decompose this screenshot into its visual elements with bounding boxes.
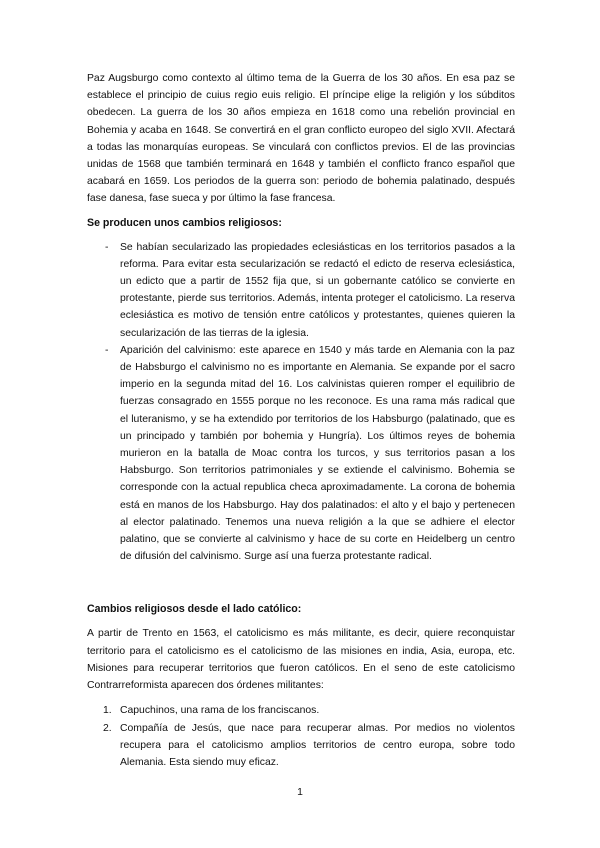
document-body: [87, 70, 515, 771]
section-heading-religious-changes: Se producen unos cambios religiosos:: [87, 216, 282, 229]
list-item: [87, 342, 515, 566]
list-item: [87, 239, 515, 342]
page-number: 1: [297, 787, 303, 798]
militant-orders-list: [87, 702, 515, 771]
list-number: 2.: [103, 722, 112, 734]
list-number: 1.: [103, 705, 112, 717]
dash-bullet: -: [105, 241, 109, 253]
intro-paragraph: Paz Augsburgo como contexto al último tema de la Guerra de los 30 años. En esa paz se establece el principio de cuius regio euis religio. El príncipe elige la religión y los súbditos obedecen. La guerra de los 30 años empieza en 1618 como una rebelión provincial en Bohemia y acaba en 1648. Se convertirá en el gran conflicto europeo del siglo XVII. Afectará a todas las monarquías europeas. Se vinculará con conflictos previos. El de las provincias unidas de 1568 que también terminará en 1648 y también el conflicto franco español que acabará en 1659. Los periodos de la guerra son: periodo de bohemia palatinado, después fase danesa, fase sueca y por último la fase francesa.: [87, 73, 515, 205]
section-heading-catholic-side: Cambios religiosos desde el lado católico:: [87, 603, 302, 616]
religious-changes-list: [87, 239, 515, 566]
list-item-text: Capuchinos, una rama de los franciscanos.: [120, 705, 320, 717]
list-item-text: Se habían secularizado las propiedades eclesiásticas en los territorios pasados a la reforma. Para evitar esta secularización se redactó el edicto de reserva eclesiástica, un edicto que a partir de 1552 fija que, si un gobernante católico se convierte en protestante, pierde sus territorios. Además, intenta proteger el catolicismo. La reserva eclesiástica es motivo de tensión entre católicos y protestantes, quienes quieren la secularización de las tierras de la iglesia.: [120, 241, 515, 339]
list-item: [87, 702, 515, 719]
list-item-text: Aparición del calvinismo: este aparece en 1540 y más tarde en Alemania con la paz de Habsburgo el calvinismo no es importante en Alemania. Se expande por el sacro imperio en la segunda mitad del 16. Los calvinistas quieren romper el equilibrio de fuerzas consagrado en 1555 porque no les reconoce. Es una rama más radical que el luteranismo, y se ha extendido por territorios de los Habsburgo (palatinado, que es un principado y también por bohemia y Hungría). Los últimos reyes de bohemia murieron en la batalla de Moac contra los turcos, y sus territorios pasan a los Habsburgo. Son territorios patrimoniales y se extiende el calvinismo. Bohemia se corresponde con la actual republica checa aproximadamente. La corona de bohemia está en manos de los Habsburgo. Hay dos palatinados: el alto y el bajo y pertenecen al elector palatinado. Tenemos una nueva religión a la que se adhiere el elector palatino, que se convierte al calvinismo y hace de su corte en Heidelberg un centro de difusión del calvinismo. Surge así una fuerza protestante radical.: [120, 344, 515, 563]
list-item-text: Compañía de Jesús, que nace para recuperar almas. Por medios no violentos recupera para el catolicismo amplios territorios de centro europa, sobre todo Alemania. Esta siendo muy eficaz.: [120, 722, 515, 768]
list-item: [87, 720, 515, 772]
dash-bullet: -: [105, 344, 109, 356]
catholic-paragraph: A partir de Trento en 1563, el catolicismo es más militante, es decir, quiere reconquistar territorio para el catolicismo es el catolicismo de las misiones en india, Asia, europa, etc. Misiones para recuperar territorios que fueron católicos. En el seno de este catolicismo Contrarreformista aparecen dos órdenes militantes:: [87, 628, 515, 692]
